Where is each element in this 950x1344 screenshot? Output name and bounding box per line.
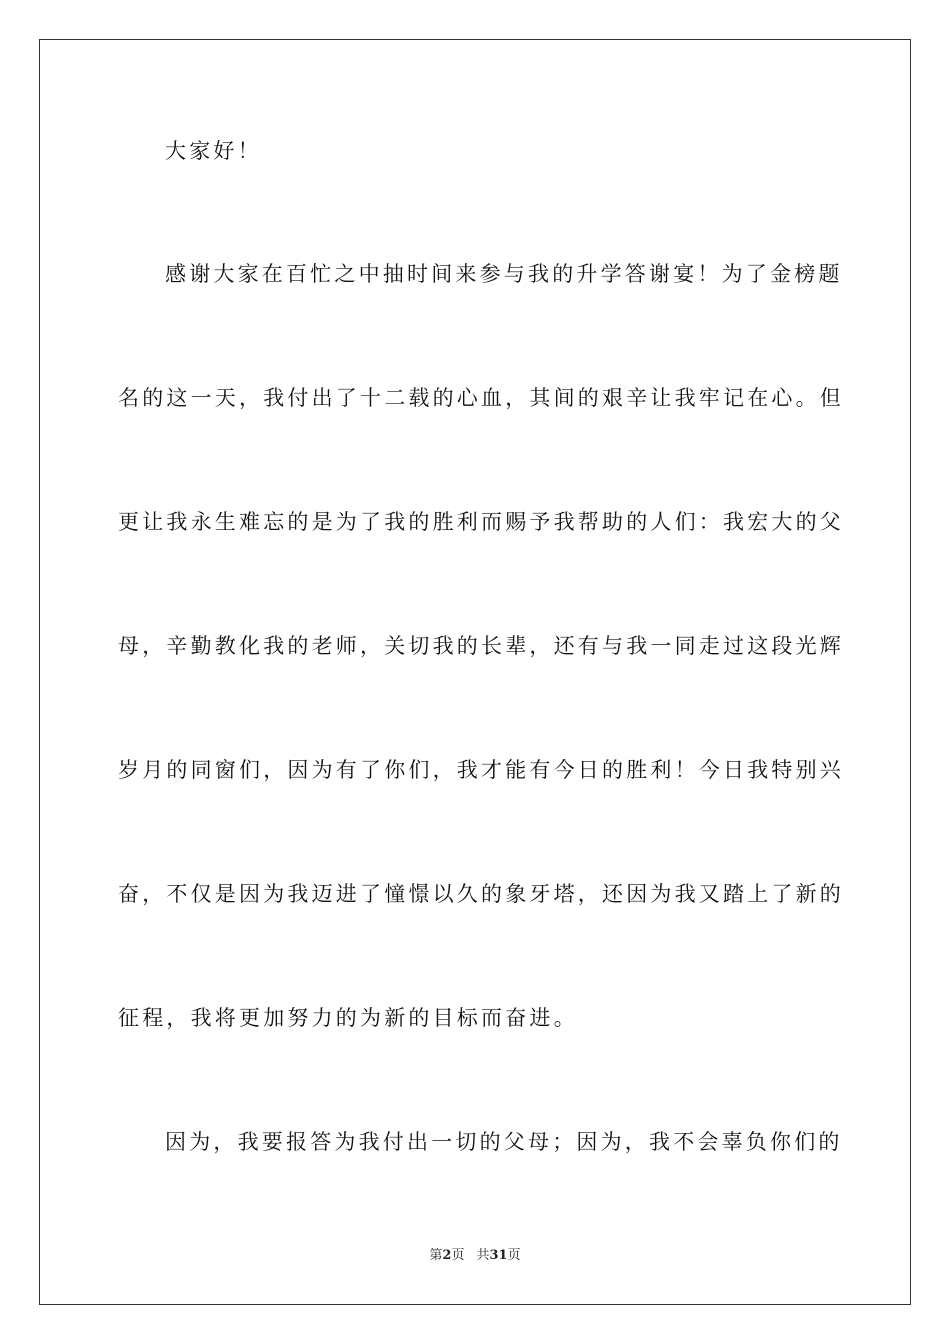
paragraph-line: 岁月的同窗们，因为有了你们，我才能有今日的胜利！今日我特别兴 [118, 758, 844, 782]
paragraph-line: 奋，不仅是因为我迈进了憧憬以久的象牙塔，还因为我又踏上了新的 [118, 882, 844, 906]
page-number: 2 [442, 1248, 452, 1263]
paragraph-line: 感谢大家在百忙之中抽时间来参与我的升学答谢宴！为了金榜题 [165, 262, 843, 286]
page-suffix: 页 [451, 1248, 465, 1263]
paragraph-line: 因为，我要报答为我付出一切的父母；因为，我不会辜负你们的 [165, 1130, 843, 1154]
paragraph-line: 名的这一天，我付出了十二载的心血，其间的艰辛让我牢记在心。但 [118, 386, 844, 410]
paragraph-line: 母，辛勤教化我的老师，关切我的长辈，还有与我一同走过这段光辉 [118, 634, 844, 658]
greeting-line: 大家好！ [165, 139, 262, 163]
page-prefix: 第 [429, 1248, 443, 1263]
total-pages: 31 [489, 1248, 508, 1263]
total-prefix: 共 [476, 1248, 490, 1263]
paragraph-line: 更让我永生难忘的是为了我的胜利而赐予我帮助的人们：我宏大的父 [118, 510, 844, 534]
page-footer [0, 1247, 950, 1265]
page-frame [39, 39, 911, 1305]
paragraph-line: 征程，我将更加努力的为新的目标而奋进。 [118, 1006, 578, 1030]
total-suffix: 页 [507, 1248, 521, 1263]
